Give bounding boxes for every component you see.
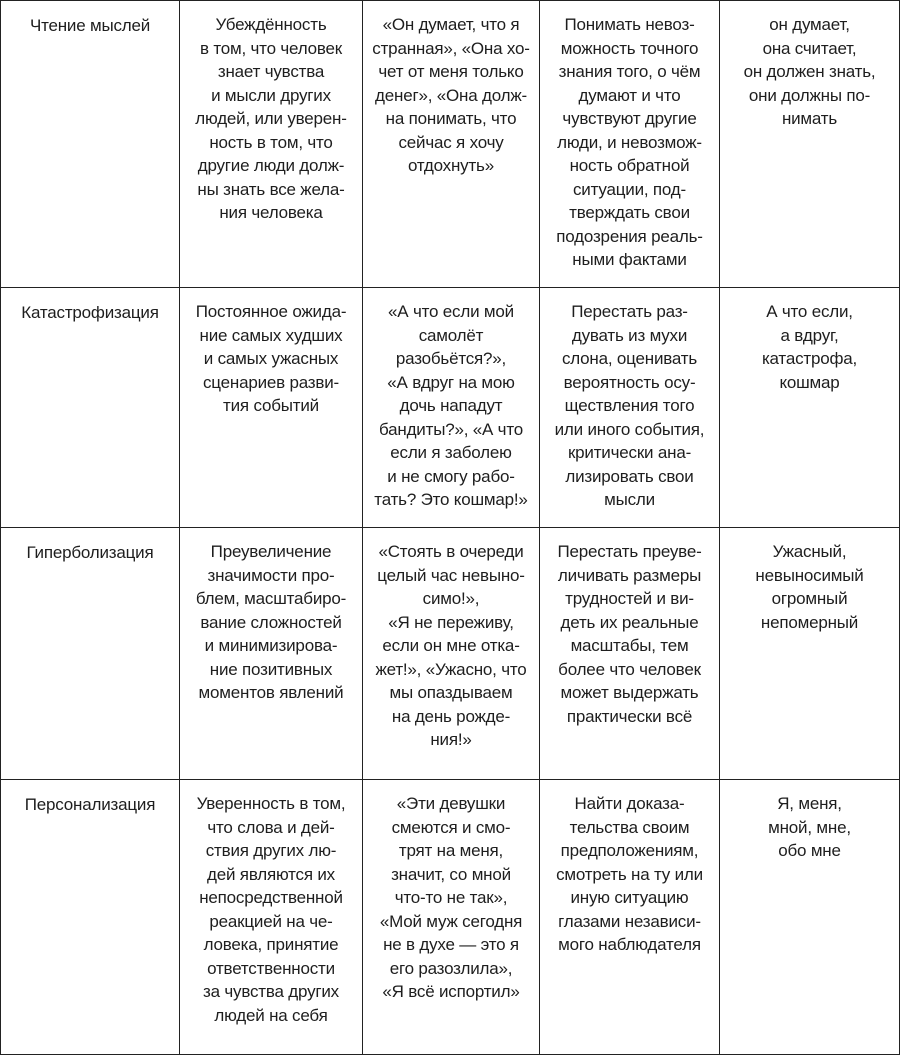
cell-line: дей являются их <box>207 864 335 884</box>
cell-line: можность точного <box>560 38 699 58</box>
cell-line: отдохнуть» <box>408 156 494 175</box>
description-cell <box>180 288 363 528</box>
cell-line: значит, со мной <box>391 864 511 884</box>
cell-line: на день рожде- <box>391 706 511 726</box>
cell-line: «Я всё испортил» <box>382 982 520 1001</box>
cell-line: чувствуют другие <box>562 109 697 128</box>
cell-line: блем, масштабиро- <box>195 589 347 608</box>
cell-line: более что человек <box>558 659 701 679</box>
cell-line: и мысли других <box>211 85 331 105</box>
cell-line: мной, мне, <box>768 817 851 837</box>
cell-line: мого наблюдателя <box>558 935 701 954</box>
cell-line: ние самых худших <box>199 325 343 345</box>
cell-line: Я, меня, <box>777 794 842 813</box>
cell-line: Убеждённость <box>215 15 327 34</box>
cell-line: целый час невыно- <box>377 565 525 585</box>
cell-line: А что если, <box>766 302 853 321</box>
cell-line: сценариев разви- <box>202 372 339 392</box>
cell-line: нимать <box>781 109 838 128</box>
cell-line: если я заболею <box>390 443 512 462</box>
cell-line: денег», «Она долж- <box>375 85 527 105</box>
cell-line: вание сложностей <box>200 612 342 632</box>
cell-line: Ужасный, <box>772 542 847 561</box>
description-cell <box>180 780 363 1055</box>
cell-line: деть их реальные <box>560 612 699 632</box>
table-row <box>1 288 900 528</box>
cell-line: или иного события, <box>554 419 705 439</box>
cell-line: тать? Это кошмар!» <box>374 490 528 509</box>
cell-line: дувать из мухи <box>571 325 688 345</box>
cell-line: знает чувства <box>217 62 325 81</box>
cell-line: «Эти девушки <box>396 794 506 813</box>
remedy-cell <box>540 528 720 780</box>
cell-line: ловека, принятие <box>203 935 339 954</box>
remedy-cell <box>540 288 720 528</box>
cell-line: что-то не так», <box>394 888 508 907</box>
cell-line: Найти доказа- <box>574 794 685 813</box>
markers-cell <box>720 528 900 780</box>
cell-line: если он мне отка- <box>382 636 520 655</box>
examples-cell <box>363 288 540 528</box>
cell-line: Гиперболизация <box>26 543 154 562</box>
cell-line: значимости про- <box>207 565 335 585</box>
cell-line: ны знать все жела- <box>197 179 345 199</box>
cell-line: ность обратной <box>569 156 690 175</box>
cell-line: трят на меня, <box>398 841 504 860</box>
cell-line: странная», «Она хо- <box>372 38 530 58</box>
cell-line: смотреть на ту или <box>556 864 703 884</box>
cell-line: ния!» <box>430 730 472 749</box>
cell-line: симо!», <box>422 589 480 608</box>
markers-cell <box>720 780 900 1055</box>
cell-line: Чтение мыслей <box>29 16 151 35</box>
cell-line: за чувства других <box>203 982 339 1001</box>
cell-line: в том, что человек <box>199 38 342 58</box>
cell-line: критически ана- <box>567 443 692 462</box>
cell-line: масштабы, тем <box>570 636 689 655</box>
cell-line: иную ситуацию <box>570 888 689 907</box>
cell-line: ние позитивных <box>209 659 333 679</box>
examples-cell <box>363 780 540 1055</box>
distortion-name-cell <box>1 288 180 528</box>
cell-line: катастрофа, <box>761 349 858 368</box>
cell-line: «А что если мой <box>388 302 514 321</box>
cell-line: «А вдруг на мою <box>387 372 515 392</box>
cell-line: другие люди долж- <box>197 156 345 175</box>
cell-line: жет!», «Ужасно, что <box>375 659 527 679</box>
distortion-name-cell <box>1 528 180 780</box>
examples-cell <box>363 528 540 780</box>
cell-line: а вдруг, <box>780 325 839 345</box>
cell-line: может выдержать <box>560 683 699 702</box>
cell-line: самолёт <box>418 325 484 345</box>
cell-line: его разозлила», <box>389 958 513 978</box>
cell-line: трудностей и ви- <box>565 589 694 608</box>
cell-line: ными фактами <box>572 250 687 269</box>
cell-line: на понимать, что <box>385 109 517 128</box>
cell-line: думают и что <box>578 85 681 105</box>
cell-line: дочь нападут <box>399 396 503 415</box>
cell-line: вероятность осу- <box>563 372 696 392</box>
cell-line: Постоянное ожида- <box>195 302 347 321</box>
distortion-name-cell <box>1 780 180 1055</box>
cell-line: подозрения реаль- <box>556 226 703 246</box>
cell-line: невыносимый <box>755 565 864 585</box>
cell-line: ществления того <box>564 396 695 415</box>
cell-line: разобьётся?», <box>395 349 507 368</box>
cell-line: Преувеличение <box>210 542 332 561</box>
cell-line: она считает, <box>762 38 857 58</box>
cell-line: ния человека <box>219 203 323 222</box>
cell-line: они должны по- <box>748 85 871 105</box>
distortion-name-cell <box>1 1 180 288</box>
cell-line: что слова и дей- <box>207 817 335 837</box>
cell-line: Перестать преуве- <box>557 542 702 561</box>
cell-line: чет от меня только <box>378 62 524 81</box>
cell-line: личивать размеры <box>557 565 702 585</box>
remedy-cell <box>540 780 720 1055</box>
cell-line: ответственности <box>207 958 335 978</box>
cell-line: мы опаздываем <box>389 683 513 702</box>
cell-line: Перестать раз- <box>571 302 688 321</box>
cell-line: и минимизирова- <box>204 636 338 655</box>
cell-line: и самых ужасных <box>203 349 339 368</box>
cell-line: Понимать невоз- <box>564 15 695 34</box>
markers-cell <box>720 288 900 528</box>
cell-line: он должен знать, <box>743 62 876 81</box>
cell-line: глазами независи- <box>558 911 701 931</box>
cell-line: смеются и смо- <box>391 817 511 837</box>
cell-line: «Стоять в очереди <box>378 542 524 561</box>
description-cell <box>180 1 363 288</box>
markers-cell <box>720 1 900 288</box>
cell-line: он думает, <box>769 15 850 34</box>
cell-line: бандиты?», «А что <box>379 419 523 439</box>
cell-line: ситуации, под- <box>573 179 686 199</box>
cell-line: лизировать свои <box>565 466 694 486</box>
cell-line: мысли <box>604 490 655 509</box>
cell-line: тверждать свои <box>569 203 690 222</box>
cell-line: слона, оценивать <box>561 349 698 368</box>
cell-line: обо мне <box>778 841 841 860</box>
cell-line: «Я не переживу, <box>388 612 514 632</box>
cell-line: Уверенность в том, <box>196 794 346 813</box>
cell-line: ствия других лю- <box>205 841 337 860</box>
cell-line: сейчас я хочу <box>398 132 504 152</box>
cell-line: Персонализация <box>24 795 156 814</box>
cell-line: предположениям, <box>560 841 699 860</box>
cell-line: не в духе — это я <box>383 935 519 954</box>
cell-line: и не смогу рабо- <box>387 466 515 486</box>
table-row <box>1 528 900 780</box>
description-cell <box>180 528 363 780</box>
table-row <box>1 780 900 1055</box>
cell-line: непосредственной <box>199 888 343 907</box>
cell-line: моментов явлений <box>198 683 344 702</box>
cell-line: ность в том, что <box>209 132 333 152</box>
cell-line: огромный <box>771 589 848 608</box>
cell-line: непомерный <box>760 612 859 632</box>
cell-line: тия событий <box>223 396 319 415</box>
cell-line: «Он думает, что я <box>382 15 520 34</box>
cell-line: знания того, о чём <box>558 62 701 81</box>
cell-line: людей, или уверен- <box>195 109 347 128</box>
examples-cell <box>363 1 540 288</box>
cell-line: Катастрофизация <box>21 303 159 322</box>
cell-line: люди, и невозмож- <box>557 132 702 152</box>
cell-line: кошмар <box>779 372 840 392</box>
cell-line: тельства своим <box>569 817 690 837</box>
cell-line: «Мой муж сегодня <box>379 911 523 931</box>
table-row <box>1 1 900 288</box>
cell-line: реакцией на че- <box>209 911 333 931</box>
remedy-cell <box>540 1 720 288</box>
cell-line: практически всё <box>566 706 693 726</box>
cell-line: людей на себя <box>214 1005 328 1025</box>
